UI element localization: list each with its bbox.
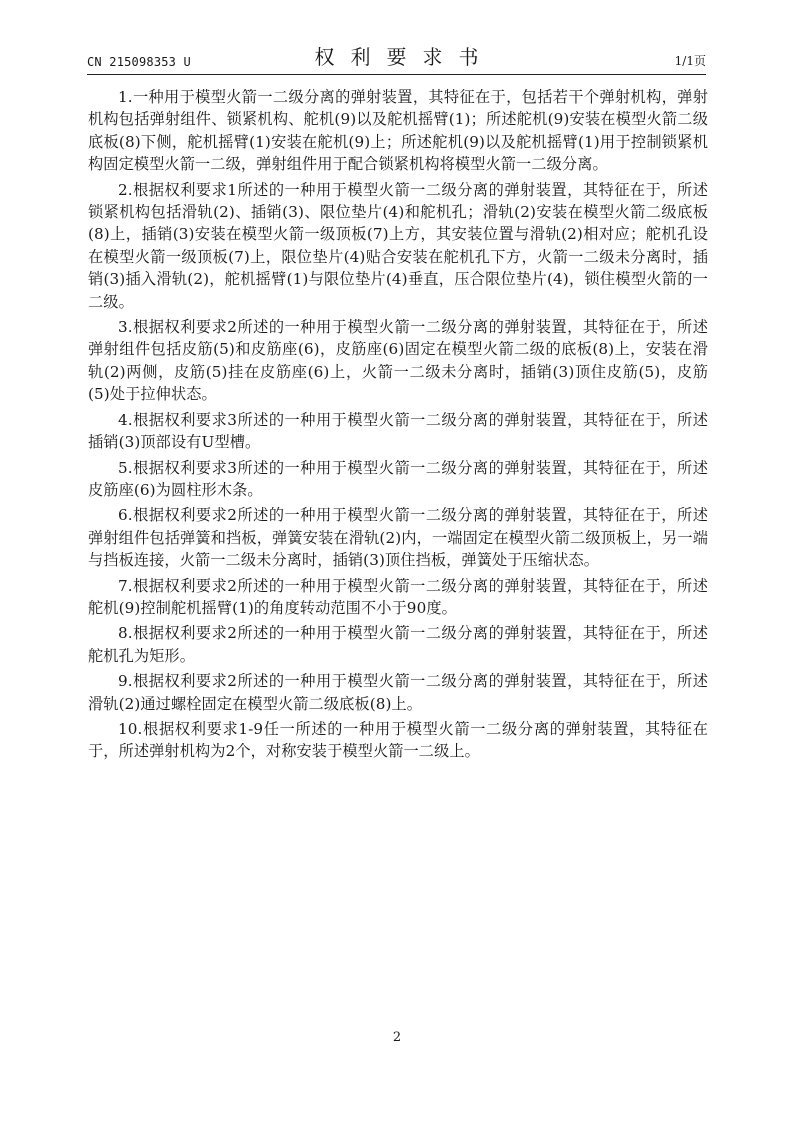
claim-3: 3.根据权利要求2所述的一种用于模型火箭一二级分离的弹射装置，其特征在于，所述弹射组件包括皮筋(5)和皮筋座(6)，皮筋座(6)固定在模型火箭二级的底板(8)上，安装在滑轨(2)两侧，皮筋(5)挂在皮筋座(6)上，火箭一二级未分离时，插销(3)顶住皮筋(5)，皮筋(5)处于拉伸状态。 bbox=[88, 318, 708, 404]
claim-4: 4.根据权利要求3所述的一种用于模型火箭一二级分离的弹射装置，其特征在于，所述插销(3)顶部设有U型槽。 bbox=[88, 410, 708, 452]
publication-number: CN 215098353 U bbox=[87, 55, 191, 69]
claim-6: 6.根据权利要求2所述的一种用于模型火箭一二级分离的弹射装置，其特征在于，所述弹射组件包括弹簧和挡板，弹簧安装在滑轨(2)内，一端固定在模型火箭二级顶板上，另一端与挡板连接，火箭一二级未分离时，插销(3)顶住挡板，弹簧处于压缩状态。 bbox=[88, 506, 708, 570]
page-header bbox=[87, 44, 706, 75]
document-title: 权利要求书 bbox=[314, 45, 495, 69]
claim-5: 5.根据权利要求3所述的一种用于模型火箭一二级分离的弹射装置，其特征在于，所述皮筋座(6)为圆柱形木条。 bbox=[88, 458, 708, 499]
claim-10: 10.根据权利要求1-9任一所述的一种用于模型火箭一二级分离的弹射装置，其特征在于，所述弹射机构为2个，对称安装于模型火箭一二级上。 bbox=[88, 719, 708, 761]
claim-2: 2.根据权利要求1所述的一种用于模型火箭一二级分离的弹射装置，其特征在于，所述锁紧机构包括滑轨(2)、插销(3)、限位垫片(4)和舵机孔；滑轨(2)安装在模型火箭二级底板(8)上，插销(3)安装在模型火箭一级顶板(7)上方，其安装位置与滑轨(2)相对应；舵机孔设在模型火箭一级顶板(7)上，限位垫片(4)贴合安装在舵机孔下方，火箭一二级未分离时，插销(3)插入滑轨(2)，舵机摇臂(1)与限位垫片(4)垂直，压合限位垫片(4)，锁住模型火箭的一二级。 bbox=[88, 180, 708, 311]
claim-7: 7.根据权利要求2所述的一种用于模型火箭一二级分离的弹射装置，其特征在于，所述舵机(9)控制舵机摇臂(1)的角度转动范围不小于90度。 bbox=[88, 576, 708, 617]
claim-1: 1.一种用于模型火箭一二级分离的弹射装置，其特征在于，包括若干个弹射机构，弹射机构包括弹射组件、锁紧机构、舵机(9)以及舵机摇臂(1)；所述舵机(9)安装在模型火箭二级底板(8)下侧，舵机摇臂(1)安装在舵机(9)上；所述舵机(9)以及舵机摇臂(1)用于控制锁紧机构固定模型火箭一二级，弹射组件用于配合锁紧机构将模型火箭一二级分离。 bbox=[88, 88, 708, 174]
claim-9: 9.根据权利要求2所述的一种用于模型火箭一二级分离的弹射装置，其特征在于，所述滑轨(2)通过螺栓固定在模型火箭二级底板(8)上。 bbox=[88, 672, 708, 713]
page-number: 2 bbox=[392, 1030, 402, 1045]
claims-body bbox=[88, 86, 708, 766]
claim-8: 8.根据权利要求2所述的一种用于模型火箭一二级分离的弹射装置，其特征在于，所述舵机孔为矩形。 bbox=[88, 624, 708, 665]
page-info: 1/1页 bbox=[674, 54, 706, 68]
